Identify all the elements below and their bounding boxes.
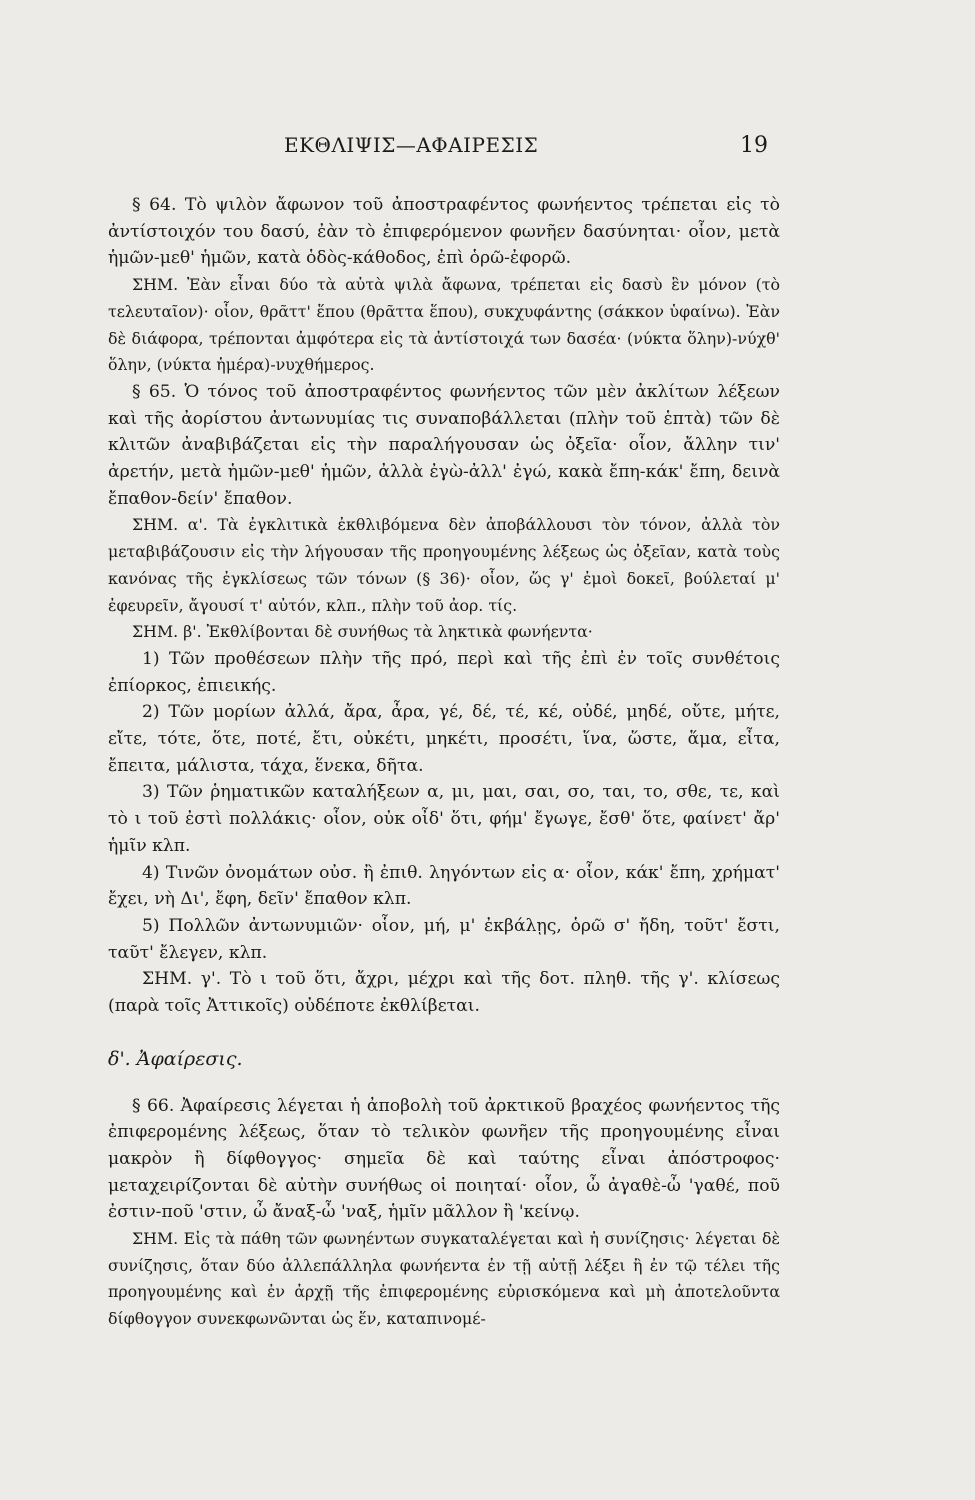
- paragraph-64: § 64. Τὸ ψιλὸν ἄφωνον τοῦ ἀποστραφέντος φωνήεντος τρέπεται εἰς τὸ ἀντίστοιχόν του δασύ, ἐὰν τὸ ἐπιφερόμενον φωνῆεν δασύνηται· οἷον, μετὰ ἡμῶν-μεθ' ἡμῶν, κατὰ ὁδὸς-κάθοδος, ἐπὶ ὁρῶ-ἐφορῶ.: [108, 195, 780, 269]
- list-item-3: 3) Τῶν ῥηματικῶν καταλήξεων α, μι, μαι, σαι, σο, ται, το, σθε, τε, καὶ τὸ ι τοῦ ἐστὶ πολλάκις· οἷον, οὐκ οἶδ' ὅτι, φήμ' ἔγωγε, ἔσθ' ὅτε, φαίνετ' ἄρ' ἡμῖν κλπ.: [108, 782, 780, 856]
- note-65-a: ΣΗΜ. α'. Τὰ ἐγκλιτικὰ ἐκθλιβόμενα δὲν ἀποβάλλουσι τὸν τόνον, ἀλλὰ τὸν μεταβιβάζουσιν εἰς τὴν λήγουσαν τῆς προηγουμένης λέξεως ὡς ὀξεῖαν, κατὰ τοὺς κανόνας τῆς ἐγκλίσεως τῶν τόνων (§ 36)· οἷον, ὥς γ' ἐμοὶ δοκεῖ, βούλεταί μ' ἐφευρεῖν, ἄγουσί τ' αὐτόν, κλπ., πλὴν τοῦ ἀορ. τίς.: [108, 515, 780, 615]
- note-64: ΣΗΜ. Ἐὰν εἶναι δύο τὰ αὐτὰ ψιλὰ ἄφωνα, τρέπεται εἰς δασὺ ἓν μόνον (τὸ τελευταῖον)· οἷον, θρᾶττ' ἕπου (θρᾶττα ἕπου), συκχυφάντης (σάκκον ὑφαίνω). Ἐὰν δὲ διάφορα, τρέπονται ἀμφότερα εἰς τὰ ἀντίστοιχά των δασέα· (νύκτα ὅλην)-νύχθ' ὅλην, (νύκτα ἡμέρα)-νυχθήμερος.: [108, 275, 780, 375]
- body-text: [108, 192, 780, 1333]
- list-item-2: 2) Τῶν μορίων ἀλλά, ἄρα, ἆρα, γέ, δέ, τέ, κέ, οὐδέ, μηδέ, οὔτε, μήτε, εἴτε, τότε, ὅτε, ποτέ, ἔτι, οὐκέτι, μηκέτι, προσέτι, ἵνα, ὥστε, ἅμα, εἶτα, ἔπειτα, μάλιστα, τάχα, ἕνεκα, δῆτα.: [108, 702, 780, 776]
- page-number: 19: [740, 133, 768, 158]
- list-item-5: 5) Πολλῶν ἀντωνυμιῶν· οἷον, μή, μ' ἐκβάλῃς, ὁρῶ σ' ἤδη, τοῦτ' ἔστι, ταῦτ' ἔλεγεν, κλπ.: [108, 915, 780, 963]
- note-65-b: ΣΗΜ. β'. Ἐκθλίβονται δὲ συνήθως τὰ ληκτικὰ φωνήεντα·: [132, 622, 593, 642]
- list-item-1: 1) Τῶν προθέσεων πλὴν τῆς πρό, περὶ καὶ τῆς ἐπὶ ἐν τοῖς συνθέτοις ἐπίορκος, ἐπιεικής.: [108, 648, 780, 696]
- paragraph-66: § 66. Ἀφαίρεσις λέγεται ἡ ἀποβολὴ τοῦ ἀρκτικοῦ βραχέος φωνήεντος τῆς ἐπιφερομένης λέξεως, ὅταν τὸ τελικὸν φωνῆεν τῆς προηγουμένης εἶναι μακρὸν ἢ δίφθογγος· σημεῖα δὲ καὶ ταύτης εἶναι ἀπόστροφος· μεταχειρίζονται δὲ αὐτὴν συνήθως οἱ ποιηταί· οἷον, ὦ ἀγαθὲ-ὦ 'γαθέ, ποῦ ἐστιν-ποῦ 'στιν, ὦ ἄναξ-ὦ 'ναξ, ἡμῖν μᾶλλον ἢ 'κείνῳ.: [108, 1095, 780, 1223]
- page-header: [108, 133, 768, 163]
- running-title: ΕΚΘΛΙΨΙΣ—ΑΦΑΙΡΕΣΙΣ: [284, 133, 539, 157]
- section-title: δ'. Ἀφαίρεσις.: [108, 1047, 243, 1070]
- note-66: ΣΗΜ. Εἰς τὰ πάθη τῶν φωνηέντων συγκαταλέγεται καὶ ἡ συνίζησις· λέγεται δὲ συνίζησις, ὅταν δύο ἀλλεπάλληλα φωνήεντα ἐν τῇ αὐτῇ λέξει ἢ ἐν τῷ τέλει τῆς προηγουμένης καὶ ἐν ἀρχῇ τῆς ἐπιφερομένης εὑρισκόμενα καὶ μὴ ἀποτελοῦντα δίφθογγον συνεκφωνῶνται ὡς ἕν, καταπινομέ-: [108, 1229, 780, 1329]
- note-65-c: ΣΗΜ. γ'. Τὸ ι τοῦ ὅτι, ἄχρι, μέχρι καὶ τῆς δοτ. πληθ. τῆς γ'. κλίσεως (παρὰ τοῖς Ἀττικοῖς) οὐδέποτε ἐκθλίβεται.: [108, 969, 780, 1017]
- list-item-4: 4) Τινῶν ὀνομάτων οὐσ. ἢ ἐπιθ. ληγόντων εἰς α· οἷον, κάκ' ἔπη, χρήματ' ἔχει, νὴ Δι', ἔφη, δεῖν' ἔπαθον κλπ.: [108, 862, 780, 910]
- paragraph-65: § 65. Ὁ τόνος τοῦ ἀποστραφέντος φωνήεντος τῶν μὲν ἀκλίτων λέξεων καὶ τῆς ἀορίστου ἀντωνυμίας τις συναποβάλλεται (πλὴν τοῦ ἑπτὰ) τῶν δὲ κλιτῶν ἀναβιβάζεται εἰς τὴν παραλήγουσαν ὡς ὀξεῖα· οἷον, ἄλλην τιν' ἀρετήν, μετὰ ἡμῶν-μεθ' ἡμῶν, ἀλλὰ ἐγὼ-ἀλλ' ἐγώ, κακὰ ἔπη-κάκ' ἔπη, δεινὰ ἔπαθον-δείν' ἔπαθον.: [108, 381, 780, 509]
